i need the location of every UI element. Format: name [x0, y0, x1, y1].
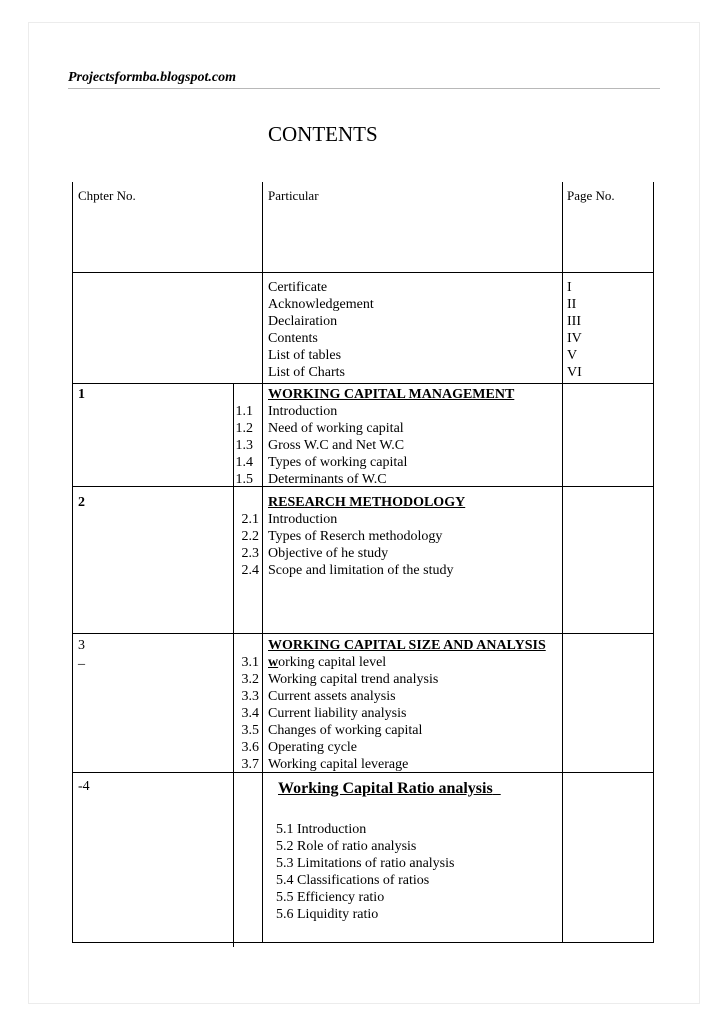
row-divider [72, 633, 654, 634]
section-label: 5.3 Limitations of ratio analysis [276, 856, 455, 871]
section-label: 5.1 Introduction [276, 822, 367, 837]
section-first-letter: w [268, 655, 279, 670]
chapter-title: RESEARCH METHODOLOGY [268, 495, 466, 510]
section-number: 3.7 [241, 757, 259, 772]
section-label: Operating cycle [268, 740, 358, 755]
section-list [268, 403, 407, 488]
section-label: Current liability analysis [268, 706, 407, 721]
chapter-mark: _ [78, 652, 85, 667]
section-number: 1.5 [235, 472, 253, 487]
column-divider-particular [262, 182, 263, 943]
section-number: 3.2 [241, 672, 259, 687]
chapter-number: 1 [78, 387, 85, 402]
page-number: IV [567, 331, 582, 346]
section-number: 1.2 [235, 421, 253, 436]
section-number: 2.4 [241, 563, 259, 578]
section-number: 3.4 [241, 706, 259, 721]
section-label: 5.2 Role of ratio analysis [276, 839, 417, 854]
section-label: 5.5 Efficiency ratio [276, 890, 385, 905]
section-number: 1.4 [235, 455, 253, 470]
section-number: 2.1 [241, 512, 259, 527]
chapter-number: 2 [78, 495, 85, 510]
site-header: Projectsformba.blogspot.com [68, 70, 236, 85]
front-matter-item: Acknowledgement [268, 297, 374, 312]
section-numbers [225, 403, 253, 488]
section-numbers [231, 511, 259, 579]
front-matter-item: List of tables [268, 348, 342, 363]
section-list [276, 821, 454, 923]
section-number: 3.3 [241, 689, 259, 704]
section-label: Need of working capital [268, 421, 404, 436]
row-divider [72, 383, 654, 384]
front-matter-item: Declairation [268, 314, 338, 329]
section-label: Introduction [268, 404, 338, 419]
chapter-number: 3 [78, 638, 85, 653]
section-number: 3.1 [241, 655, 259, 670]
column-header-page: Page No. [567, 188, 615, 203]
section-list [268, 654, 438, 773]
table-border-right [653, 182, 654, 943]
section-label: 5.6 Liquidity ratio [276, 907, 379, 922]
section-label: Objective of he study [268, 546, 389, 561]
page-number: VI [567, 365, 582, 380]
section-label: Types of working capital [268, 455, 408, 470]
section-label: Scope and limitation of the study [268, 563, 454, 578]
chapter-title [278, 779, 501, 798]
page-number: I [567, 280, 572, 295]
section-label-rest: orking capital level [278, 655, 387, 670]
column-divider-page [562, 182, 563, 943]
section-number: 3.6 [241, 740, 259, 755]
column-header-particular: Particular [268, 188, 319, 203]
section-label: Determinants of W.C [268, 472, 387, 487]
front-matter-item: Certificate [268, 280, 328, 295]
table-border-bottom [72, 942, 654, 943]
section-number: 1.3 [235, 438, 253, 453]
section-number: 2.2 [241, 529, 259, 544]
section-number: 1.1 [235, 404, 253, 419]
page-number: III [567, 314, 581, 329]
section-label: Gross W.C and Net W.C [268, 438, 405, 453]
section-label [268, 654, 438, 671]
section-list [268, 511, 453, 579]
section-label: 5.4 Classifications of ratios [276, 873, 430, 888]
front-matter-pages [567, 279, 582, 381]
chapter-title-text: Working Capital Ratio analysis [278, 780, 493, 797]
section-label: Introduction [268, 512, 338, 527]
section-label: Types of Reserch methodology [268, 529, 443, 544]
front-matter-item: List of Charts [268, 365, 345, 380]
section-numbers [231, 654, 259, 773]
header-rule [68, 88, 660, 89]
section-label: Current assets analysis [268, 689, 396, 704]
section-label: Working capital leverage [268, 757, 409, 772]
front-matter-item: Contents [268, 331, 318, 346]
section-number: 2.3 [241, 546, 259, 561]
column-header-chapter: Chpter No. [78, 188, 136, 203]
contents-title: CONTENTS [268, 122, 378, 146]
chapter-title: WORKING CAPITAL SIZE AND ANALYSIS [268, 638, 546, 653]
section-label: Working capital trend analysis [268, 672, 439, 687]
section-label: Changes of working capital [268, 723, 423, 738]
chapter-title: WORKING CAPITAL MANAGEMENT [268, 387, 515, 402]
page-number: V [567, 348, 578, 363]
section-number: 3.5 [241, 723, 259, 738]
chapter-number: -4 [78, 779, 90, 794]
table-border-left [72, 182, 73, 943]
row-divider [72, 272, 654, 273]
front-matter-list [268, 279, 374, 381]
page-number: II [567, 297, 577, 312]
